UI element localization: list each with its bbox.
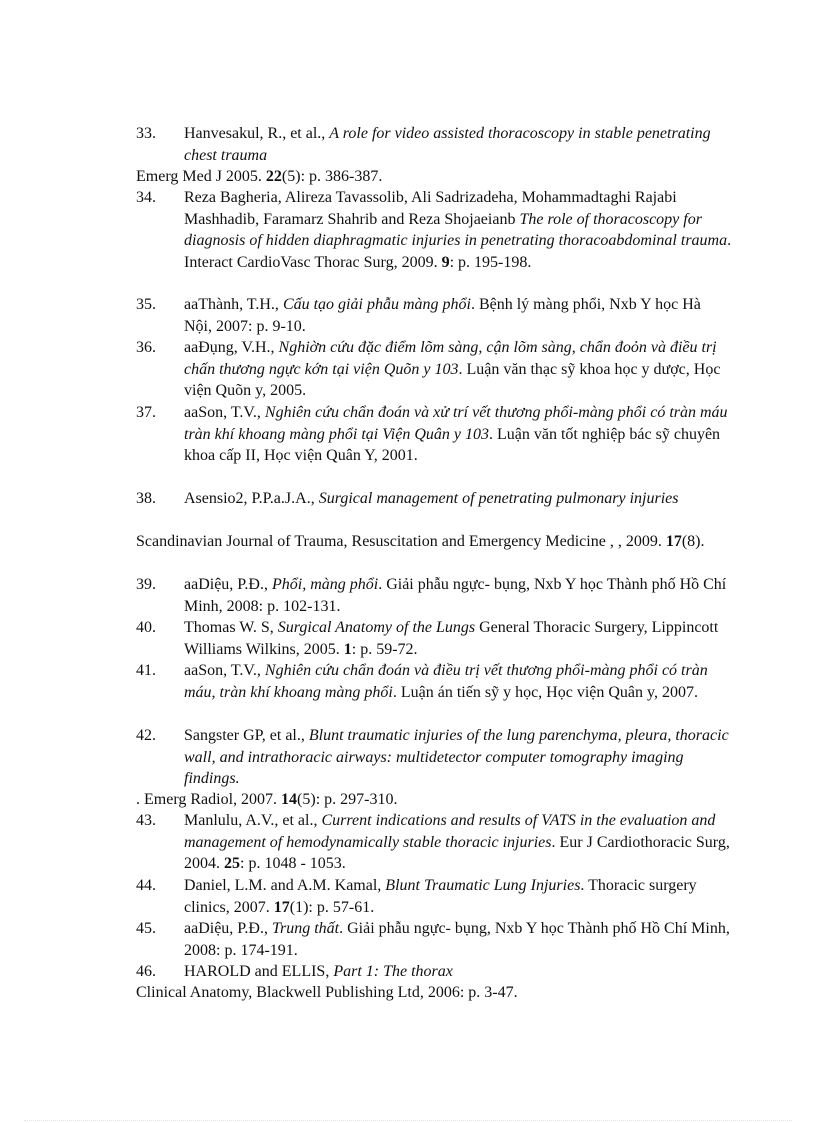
reference-body [184,574,732,617]
reference-text: . Giải phẫu ngực- bụng, Nxb Y học Thành phố Hồ Chí Minh, 2008: p. 174-191. [184,920,730,959]
reference-body [184,123,732,166]
reference-text: (5): p. 386-387. [281,168,383,185]
volume-number: 25 [224,855,240,872]
reference-entry [136,918,732,961]
reference-number: 35. [136,296,156,313]
reference-text: General Thoracic Surgery, Lippincott Williams Wilkins, 2005. [184,619,719,658]
reference-entry [136,810,732,875]
reference-title: Surgical Anatomy of the Lungs [277,619,476,636]
reference-body [184,918,732,961]
reference-title: Surgical management of penetrating pulmonary injuries [318,490,679,507]
reference-number: 38. [136,490,156,507]
reference-title: A role for video assisted thoracoscopy in stable penetrating chest trauma [184,125,711,164]
reference-title: The role of thoracoscopy for diagnosis of hidden diaphragmatic injuries in penetrating thoracoabdominal trauma [184,210,728,249]
reference-entry [136,402,732,467]
reference-title: Cấu tạo giải phẫu màng phổi [282,296,471,313]
reference-title: Phổi, màng phổi [271,576,379,593]
reference-entry [136,337,732,402]
reference-text: . Emerg Radiol, 2007. [136,791,282,808]
reference-text: Daniel, L.M. and A.M. Kamal, [184,877,386,894]
reference-number: 39. [136,576,156,593]
reference-text: . Interact CardioVasc Thorac Surg, 2009. [184,232,732,271]
reference-entry [136,961,732,983]
reference-continuation [136,982,732,1004]
reference-text: Hanvesakul, R., et al., [184,125,330,142]
reference-entry [136,875,732,918]
reference-entry [136,294,732,337]
reference-text: Scandinavian Journal of Trauma, Resuscitation and Emergency Medicine , , 2009. [136,533,666,550]
reference-text: Manlulu, A.V., et al., [184,812,322,829]
reference-title: Nghiên cứu chẩn đoán và xử trí vết thương phổi-màng phổi có tràn máu tràn khí khoang màng phổi tại Viện Quân y 103 [184,404,728,443]
reference-text: . Bệnh lý màng phổi, Nxb Y học Hà Nội, 2007: p. 9-10. [184,296,701,335]
reference-entry [136,488,732,510]
reference-title: Nghiên cứu chẩn đoán và điều trị vết thương phổi-màng phổi có tràn máu, tràn khí khoang màng phổi [184,662,708,701]
reference-number: 42. [136,727,156,744]
reference-text: . Luận văn thạc sỹ khoa học y dược, Học viện Quõn y, 2005. [184,360,721,399]
reference-text: aaThành, T.H., [184,296,283,313]
reference-body [184,402,732,467]
reference-number: 40. [136,619,156,636]
reference-entry [136,617,732,660]
reference-text: Sangster GP, et al., [184,727,309,744]
reference-text: Emerg Med J 2005. [136,168,266,185]
reference-title: Trung thất [271,920,340,937]
reference-entry [136,187,732,273]
reference-text: aaDiệu, P.Đ., [184,920,272,937]
reference-entry [136,660,732,703]
reference-body [184,488,732,510]
reference-entry [136,574,732,617]
reference-title: Part 1: The thorax [333,963,453,980]
reference-entry [136,123,732,166]
reference-text: : p. 195-198. [449,253,532,271]
reference-text: (5): p. 297-310. [297,791,398,808]
reference-text: : p. 59-72. [351,640,418,658]
reference-number: 41. [136,662,156,679]
reference-number: 37. [136,404,156,421]
reference-text: Clinical Anatomy, Blackwell Publishing Ltd, 2006: p. 3-47. [136,984,518,1001]
reference-number: 36. [136,339,156,356]
reference-text: . Thoracic surgery clinics, 2007. [184,877,697,916]
reference-text: . Giải phẫu ngực- bụng, Nxb Y học Thành phố Hồ Chí Minh, 2008: p. 102-131. [184,576,727,615]
volume-number: 17 [665,533,682,550]
reference-number: 33. [136,125,156,142]
reference-continuation [136,531,732,553]
reference-continuation [136,166,732,188]
reference-number: 44. [136,877,156,894]
reference-body [184,875,732,918]
reference-text: . Luận văn tốt nghiệp bác sỹ chuyên khoa cấp II, Học viện Quân Y, 2001. [184,425,721,464]
reference-body [184,617,732,660]
reference-entry [136,725,732,790]
reference-continuation [136,789,732,811]
reference-body [184,810,732,875]
reference-title: Blunt Traumatic Lung Injuries [385,877,581,894]
reference-text: aaDiệu, P.Đ., [184,576,272,593]
reference-title: Current indications and results of VATS in the evaluation and management of hemodynamically stable thoracic injuries [184,812,716,851]
reference-text: (1): p. 57-61. [289,898,375,916]
reference-number: 34. [136,189,156,206]
reference-text: . Luận án tiến sỹ y học, Học viện Quân y, 2007. [392,683,698,701]
reference-text: . Eur J Cardiothoracic Surg, 2004. [184,833,730,872]
reference-body [184,725,732,790]
volume-number: 1 [343,640,352,658]
reference-body [184,961,732,983]
reference-body [184,294,732,337]
reference-text: aaSon, T.V., [184,404,265,421]
reference-body [184,660,732,703]
volume-number: 9 [441,253,450,271]
reference-number: 46. [136,963,156,980]
reference-title: Blunt traumatic injuries of the lung parenchyma, pleura, thoracic wall, and intrathoracic airways: multidetector computer tomography imaging findings. [184,727,729,787]
reference-text: aaSon, T.V., [184,662,265,679]
reference-text: Thomas W. S, [184,619,278,636]
reference-body [184,337,732,402]
page-bottom-divider [24,1120,792,1121]
reference-text: (8). [681,533,705,550]
reference-text: : p. 1048 - 1053. [240,855,346,872]
reference-number: 45. [136,920,156,937]
reference-text: aaĐụng, V.H., [184,339,279,356]
volume-number: 22 [265,168,282,185]
reference-body [184,187,732,273]
reference-text: HAROLD and ELLIS, [184,963,334,980]
reference-title: Nghiờn cứu đặc điểm lõm sàng, cận lõm sàng, chẩn đoỏn và điều trị chấn thương ngực kớn tại viện Quõn y 103 [184,339,717,378]
volume-number: 14 [281,791,298,808]
reference-text: Asensio2, P.P.a.J.A., [184,490,319,507]
volume-number: 17 [273,898,290,916]
reference-number: 43. [136,812,156,829]
reference-text: Reza Bagheria, Alireza Tavassolib, Ali Sadrizadeha, Mohammadtaghi Rajabi Mashhadib, Faramarz Shahrib and Reza Shojaeianb [184,189,677,228]
